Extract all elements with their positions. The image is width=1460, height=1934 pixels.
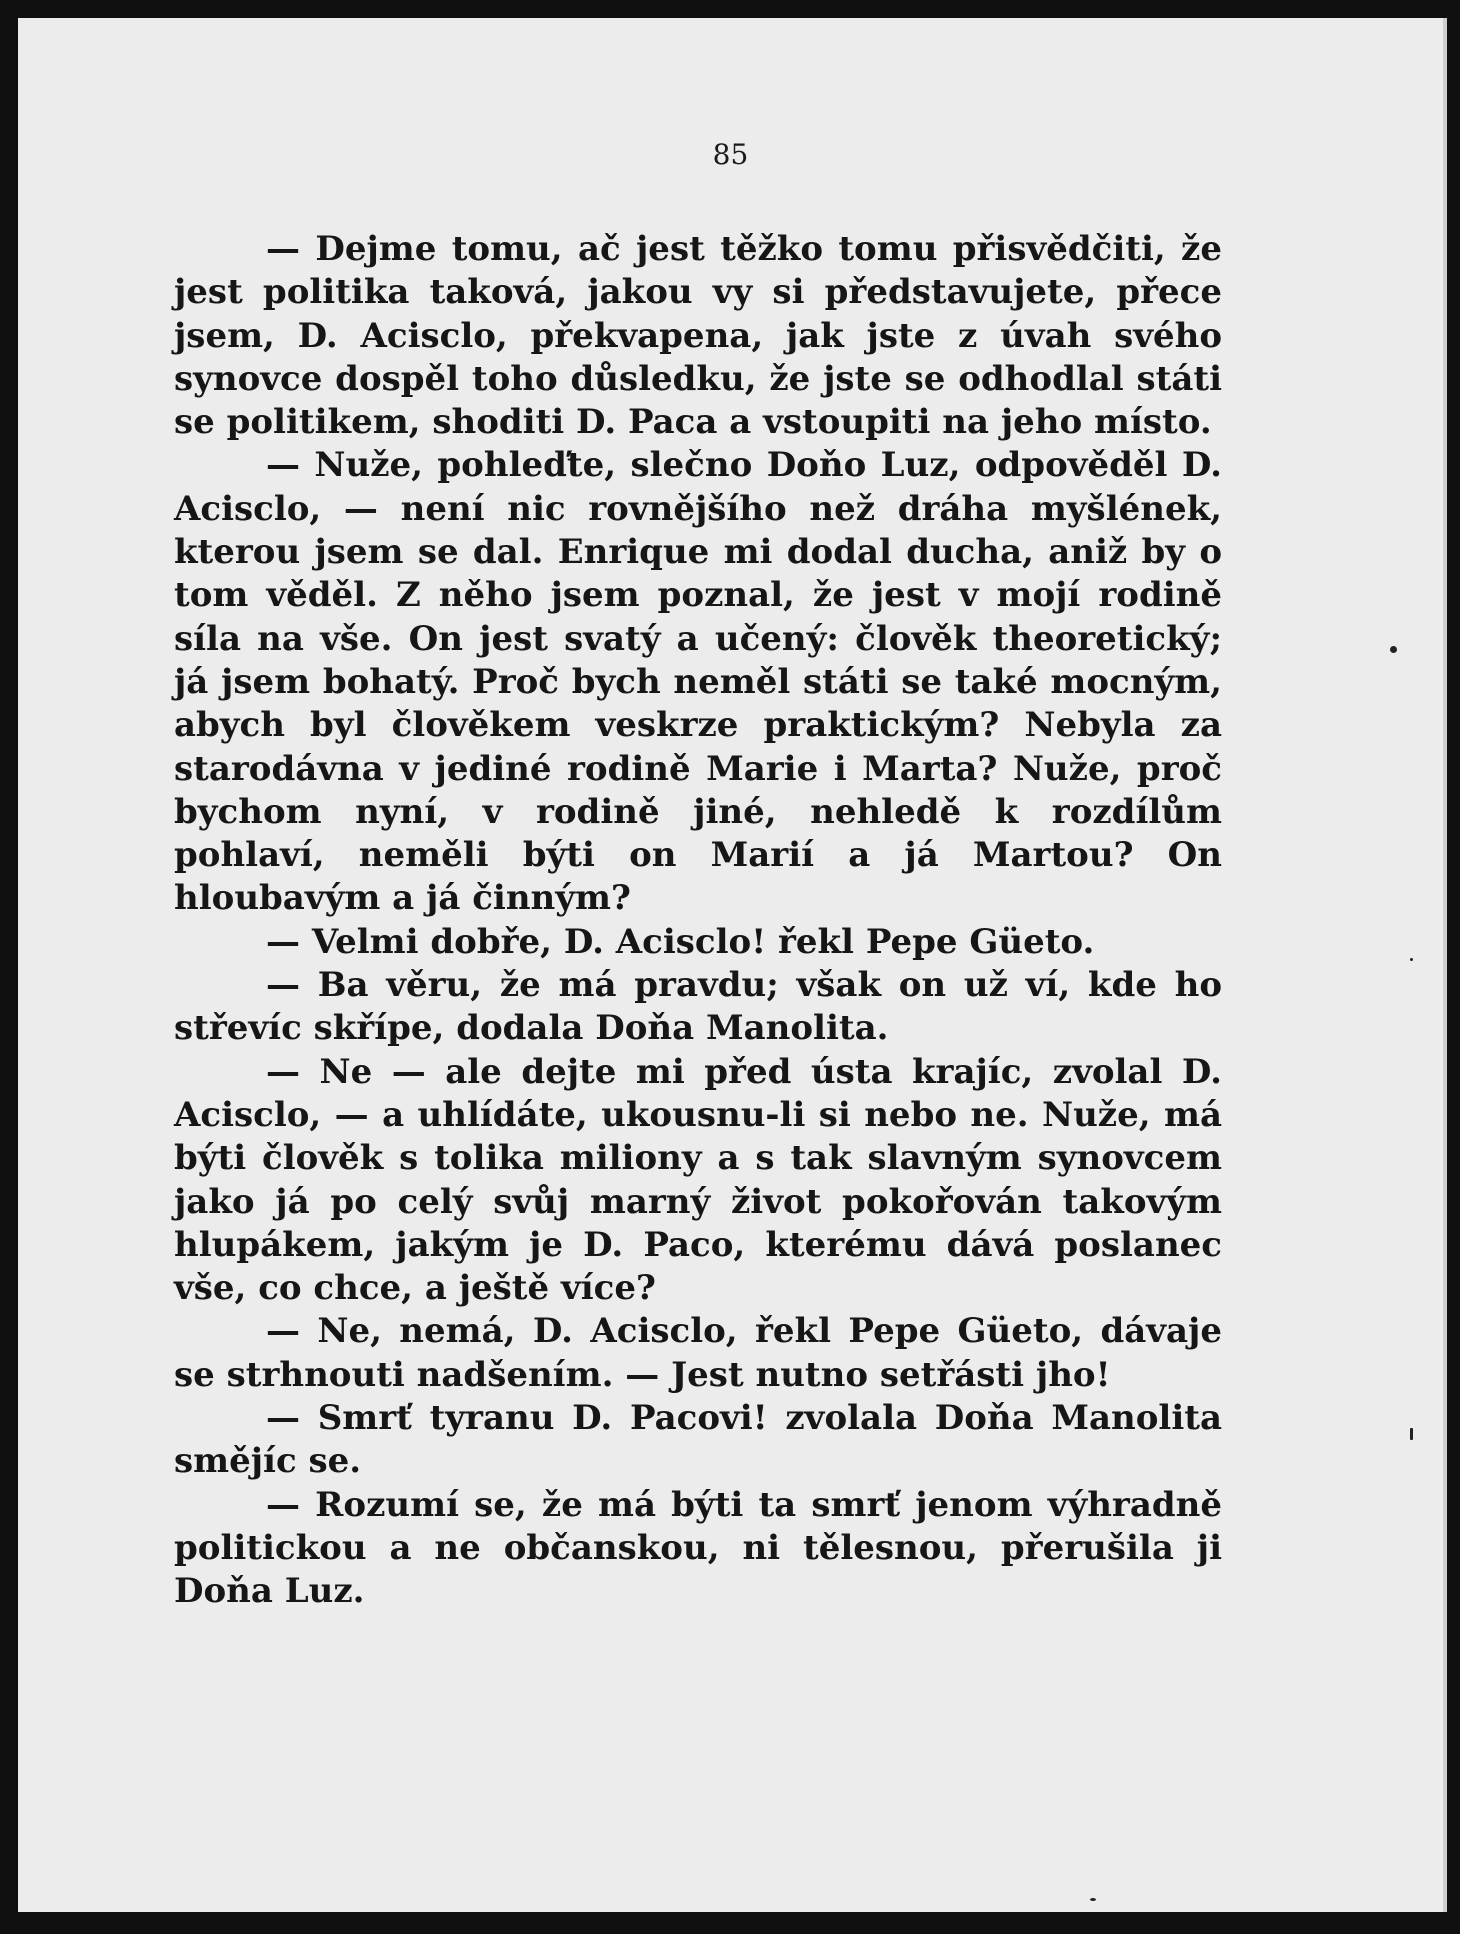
paragraph: — Ne — ale dejte mi před ústa krajíc, zvolal D. Acisclo, — a uhlídáte, ukousnu-li si nebo ne. Nuže, má býti člověk s tolika miliony a s tak slavným synovcem jako já po celý svůj marný život pokořován takovým hlupákem, jakým je D. Paco, kterému dává poslanec vše, co chce, a ještě více? xyxy=(174,1051,1222,1309)
paragraph: — Smrť tyranu D. Pacovi! zvolala Doňa Manolita smějíc se. xyxy=(174,1398,1222,1482)
scan-speck xyxy=(1410,958,1413,961)
page-number: 85 xyxy=(712,138,749,171)
scan-speck xyxy=(1390,646,1397,653)
paragraph: — Rozumí se, že má býti ta smrť jenom výhradně politickou a ne občanskou, ni tělesnou, přerušila ji Doňa Luz. xyxy=(174,1484,1222,1612)
page-text xyxy=(174,228,1222,1614)
paragraph: — Ne, nemá, D. Acisclo, řekl Pepe Güeto, dávaje se strhnouti nadšením. — Jest nutno setřásti jho! xyxy=(174,1311,1222,1395)
paragraph: — Dejme tomu, ač jest těžko tomu přisvědčiti, že jest politika taková, jakou vy si představujete, přece jsem, D. Acisclo, překvapena, jak jste z úvah svého synovce dospěl toho důsledku, že jste se odhodlal státi se politikem, shoditi D. Paca a vstoupiti na jeho místo. xyxy=(174,229,1222,443)
scan-speck xyxy=(1090,1898,1096,1901)
page-edge xyxy=(1443,18,1447,1912)
paragraph: — Velmi dobře, D. Acisclo! řekl Pepe Güeto. xyxy=(266,921,1095,962)
book-page xyxy=(18,18,1443,1912)
paragraph: — Nuže, pohleďte, slečno Doňo Luz, odpověděl D. Acisclo, — není nic rovnějšího než dráha myšlének, kterou jsem se dal. Enrique mi dodal ducha, aniž by o tom věděl. Z něho jsem poznal, že jest v mojí rodině síla na vše. On jest svatý a učený: člověk theoretický; já jsem bohatý. Proč bych neměl státi se také mocným, abych byl člověkem veskrze praktickým? Nebyla za starodávna v jediné rodině Marie i Marta? Nuže, proč bychom nyní, v rodině jiné, nehledě k rozdílům pohlaví, neměli býti on Marií a já Martou? On hloubavým a já činným? xyxy=(174,445,1222,919)
paragraph: — Ba věru, že má pravdu; však on už ví, kde ho střevíc skřípe, dodala Doňa Manolita. xyxy=(174,965,1222,1049)
scan-speck xyxy=(1410,1428,1413,1440)
